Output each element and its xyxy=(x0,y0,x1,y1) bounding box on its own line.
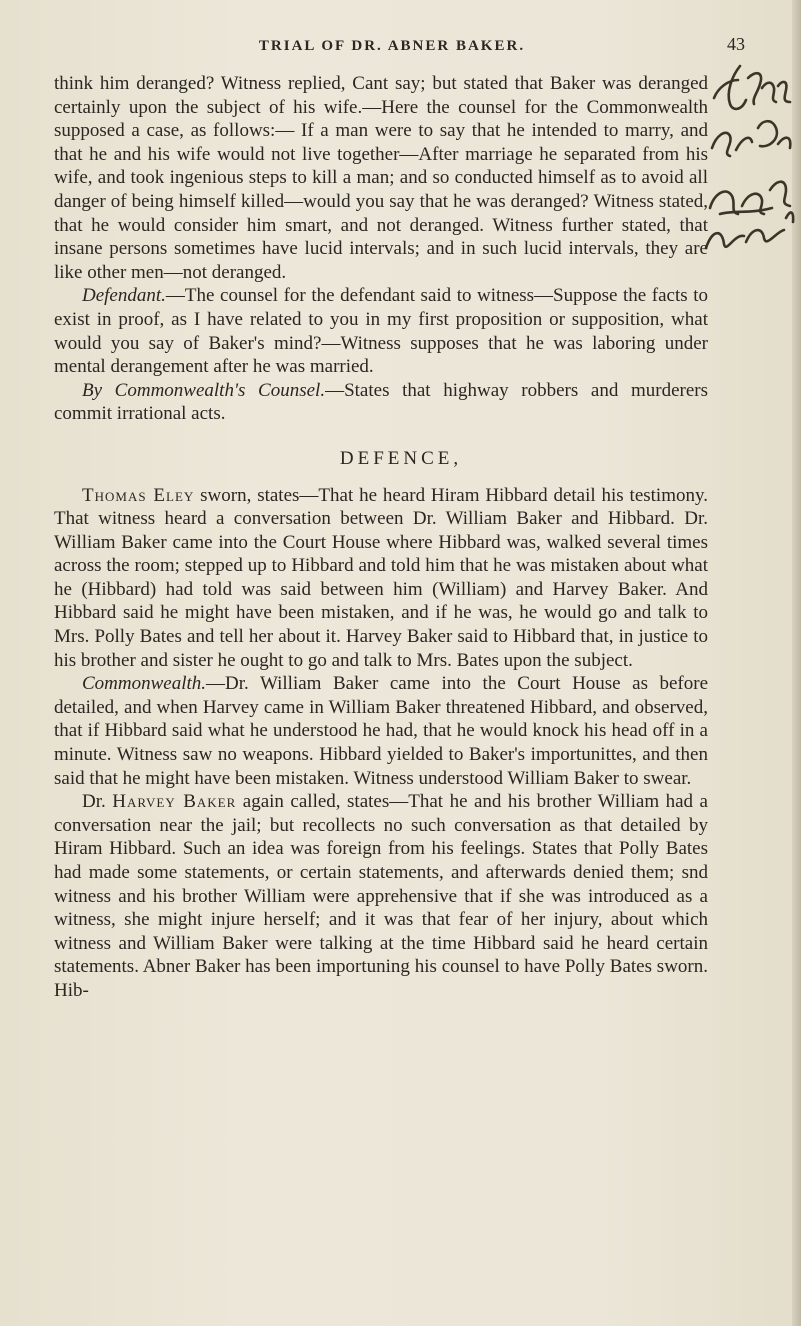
handwritten-signature xyxy=(700,58,795,258)
page-number: 43 xyxy=(727,34,745,54)
paragraph-text: again called, states—That he and his brother William had a conversation near the jail; but recollects no such conversation as that detailed by Hiram Hibbard. Such an idea was foreign from his feelings. States that Polly Bates had made some statements, or certain statements, and afterwards denied them; snd witness and his brother William were apprehensive that if she was introduced as a witness, she might injure herself; and it was that fear of her injury, about which witness and William Baker were talking at the time Hibbard said he heard certain statements. Abner Baker has been importuning his counsel to have Polly Bates sworn. Hib- xyxy=(54,791,708,1001)
speaker-label: By Commonwealth's Counsel. xyxy=(82,379,326,401)
paragraph-text: sworn, states—That he heard Hiram Hibbard detail his testimony. That witness heard a conversation between Dr. William Baker and Hibbard. Dr. William Baker came into the Court House where Hibbard was, walked several times across the room; stepped up to Hibbard and told him that he was mistaken about what he (Hibbard) had told was said between him (William) and Harvey Baker. And Hibbard said he might have been mistaken, and if he was, he would go and talk to Mrs. Polly Bates and tell her about it. Harvey Baker said to Hibbard that, in justice to his brother and sister he ought to go and talk to Mrs. Bates upon the subject. xyxy=(54,484,708,671)
paragraph-6 xyxy=(54,790,708,1002)
paragraph-1: think him deranged? Witness replied, Cant say; but stated that Baker was deranged certainly upon the subject of his wife.—Here the counsel for the Commonwealth supposed a case, as follows:— If a man were to say that he intended to marry, and that he and his wife would not live together—After marriage he separated from his wife, and took ingenious steps to kill a man; and so conducted himself as to avoid all danger of being himself killed—would you say that he was deranged? Witness stated, that he would consider him smart, and not deranged. Witness further stated, that insane persons sometimes have lucid intervals; and in such lucid intervals, they are like other men—not deranged. xyxy=(54,73,708,283)
paragraph-4 xyxy=(54,484,708,673)
witness-name: Thomas Eley xyxy=(82,484,195,506)
body-text xyxy=(54,72,708,1003)
paragraph-text: —The counsel for the defendant said to witness—Suppose the facts to exist in proof, as I have related to you in my first proposition or supposition, what would you say of Baker's mind?—Witness supposes that he was laboring under mental derangement after he was married. xyxy=(54,285,708,378)
paragraph-2 xyxy=(54,284,708,378)
paragraph-prefix: Dr. xyxy=(82,791,113,813)
paragraph-3 xyxy=(54,379,708,426)
paragraph-text: —Dr. William Baker came into the Court House as before detailed, and when Harvey came in William Baker threatened Hibbard, and observed, that if Hibbard said what he understood he had, that he would knock his head off in a minute. Witness saw no weapons. Hibbard yielded to Baker's importunittes, and then said that he might have been mistaken. Witness understood William Baker to swear. xyxy=(54,673,708,789)
paragraph-5 xyxy=(54,672,708,790)
speaker-label: Commonwealth. xyxy=(82,673,207,695)
section-heading: DEFENCE, xyxy=(339,447,463,469)
running-head: TRIAL OF DR. ABNER BAKER. xyxy=(258,38,526,54)
speaker-label: Defendant. xyxy=(82,285,166,307)
paragraph-text: —States that highway robbers and murderers commit irrational acts. xyxy=(54,379,708,425)
witness-name: Harvey Baker xyxy=(112,791,237,813)
